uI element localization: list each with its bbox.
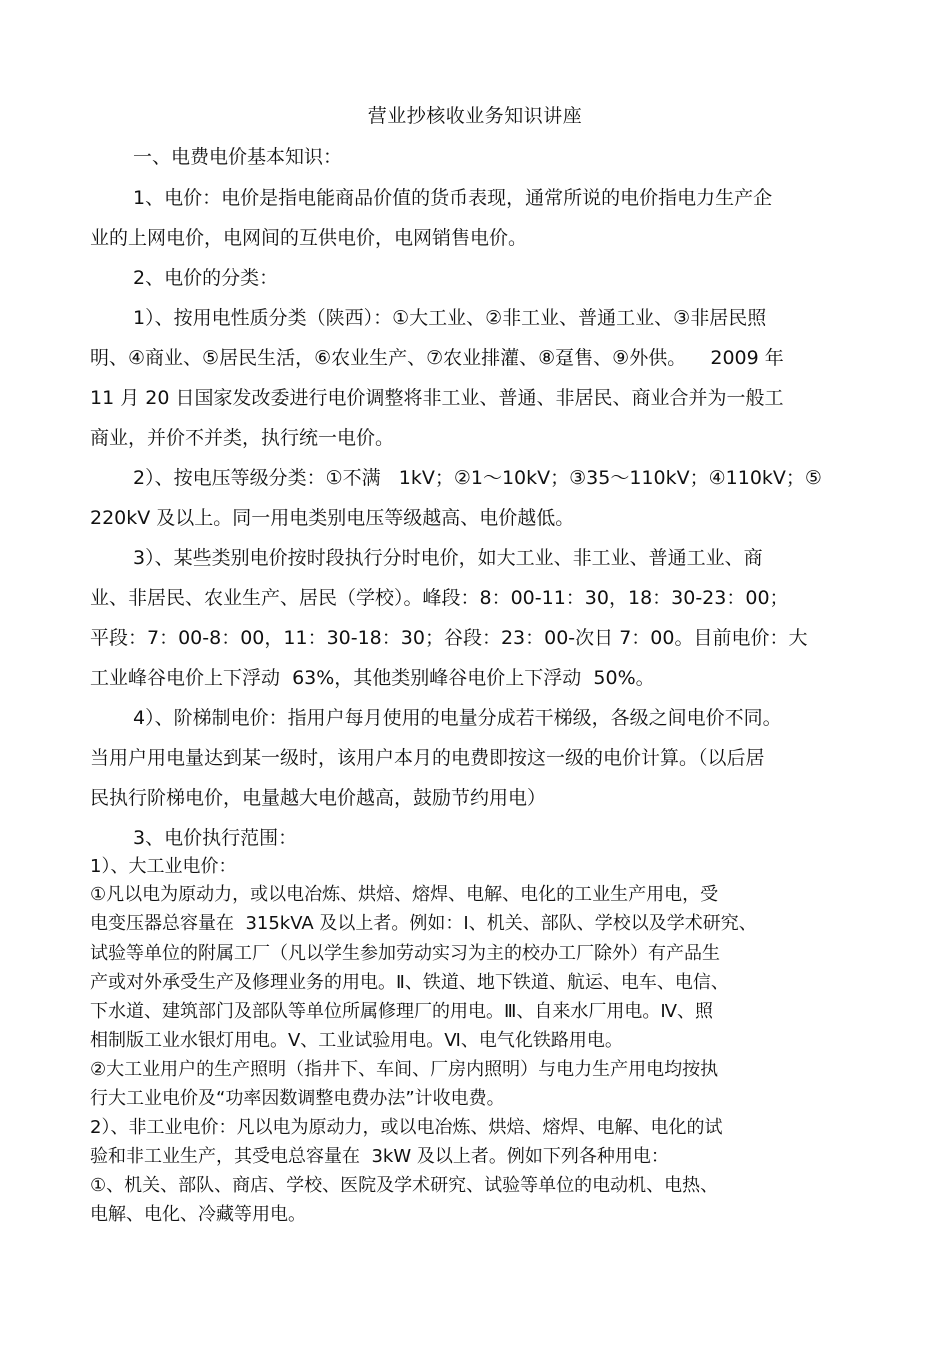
paragraph-line: 11 月 20 日国家发改委进行电价调整将非工业、普通、非居民、商业合并为一般工: [90, 387, 784, 409]
paragraph-line: 1、电价：电价是指电能商品价值的货币表现，通常所说的电价指电力生产企: [133, 187, 773, 209]
paragraph-line: 平段：7：00-8：00，11：30-18：30；谷段：23：00-次日 7：00。目前电价：大: [90, 627, 808, 649]
section-heading: 一、电费电价基本知识：: [133, 146, 343, 168]
paragraph-line: 电变压器总容量在 315kVA 及以上者。例如：Ⅰ、机关、部队、学校以及学术研究、: [90, 913, 757, 934]
paragraph-line: 4）、阶梯制电价：指用户每月使用的电量分成若干梯级，各级之间电价不同。: [133, 707, 782, 729]
paragraph-line: 2）、按电压等级分类：①不满 1kV；②1～10kV；③35～110kV；④110kV；⑤: [133, 467, 822, 489]
paragraph-line: 2）、非工业电价：凡以电为原动力，或以电冶炼、烘焙、熔焊、电解、电化的试: [90, 1117, 723, 1138]
paragraph-line: 验和非工业生产，其受电总容量在 3kW 及以上者。例如下列各种用电：: [90, 1146, 669, 1167]
paragraph-line: 3）、某些类别电价按时段执行分时电价，如大工业、非工业、普通工业、商: [133, 547, 763, 569]
paragraph-line: 相制版工业水银灯用电。Ⅴ、工业试验用电。Ⅵ、电气化铁路用电。: [90, 1030, 623, 1051]
paragraph-line: ②大工业用户的生产照明（指井下、车间、厂房内照明）与电力生产用电均按执: [90, 1059, 719, 1080]
paragraph-line: 业的上网电价，电网间的互供电价，电网销售电价。: [90, 227, 528, 249]
paragraph-line: 工业峰谷电价上下浮动 63%，其他类别峰谷电价上下浮动 50%。: [90, 667, 655, 689]
subsection-heading: 2、电价的分类：: [133, 267, 279, 289]
paragraph-line: 220kV 及以上。同一用电类别电压等级越高、电价越低。: [90, 507, 575, 529]
paragraph-line: 试验等单位的附属工厂（凡以学生参加劳动实习为主的校办工厂除外）有产品生: [90, 943, 720, 964]
paragraph-line: 当用户用电量达到某一级时，该用户本月的电费即按这一级的电价计算。（以后居: [90, 747, 765, 769]
paragraph-line: 明、④商业、⑤居民生活，⑥农业生产、⑦农业排灌、⑧趸售、⑨外供。 2009 年: [90, 347, 784, 369]
paragraph-line: ①、机关、部队、商店、学校、医院及学术研究、试验等单位的电动机、电热、: [90, 1175, 719, 1196]
subsection-heading: 3、电价执行范围：: [133, 827, 298, 849]
paragraph-line: 产或对外承受生产及修理业务的用电。Ⅱ、铁道、地下铁道、航运、电车、电信、: [90, 972, 729, 993]
paragraph-line: 1）、按用电性质分类（陕西）：①大工业、②非工业、普通工业、③非居民照: [133, 307, 767, 329]
paragraph-line: 电解、电化、冷藏等用电。: [90, 1204, 306, 1225]
paragraph-line: ①凡以电为原动力，或以电冶炼、烘焙、熔焊、电解、电化的工业生产用电，受: [90, 884, 719, 905]
paragraph-line: 下水道、建筑部门及部队等单位所属修理厂的用电。Ⅲ、自来水厂用电。Ⅳ、照: [90, 1001, 714, 1022]
paragraph-line: 1）、大工业电价：: [90, 856, 237, 877]
paragraph-line: 业、非居民、农业生产、居民（学校）。峰段：8：00-11：30，18：30-23：00；: [90, 587, 789, 609]
document-title: 营业抄核收业务知识讲座: [367, 105, 583, 127]
paragraph-line: 民执行阶梯电价，电量越大电价越高，鼓励节约用电）: [90, 787, 547, 809]
paragraph-line: 商业，并价不并类，执行统一电价。: [90, 427, 395, 449]
paragraph-line: 行大工业电价及“功率因数调整电费办法”计收电费。: [90, 1088, 505, 1109]
